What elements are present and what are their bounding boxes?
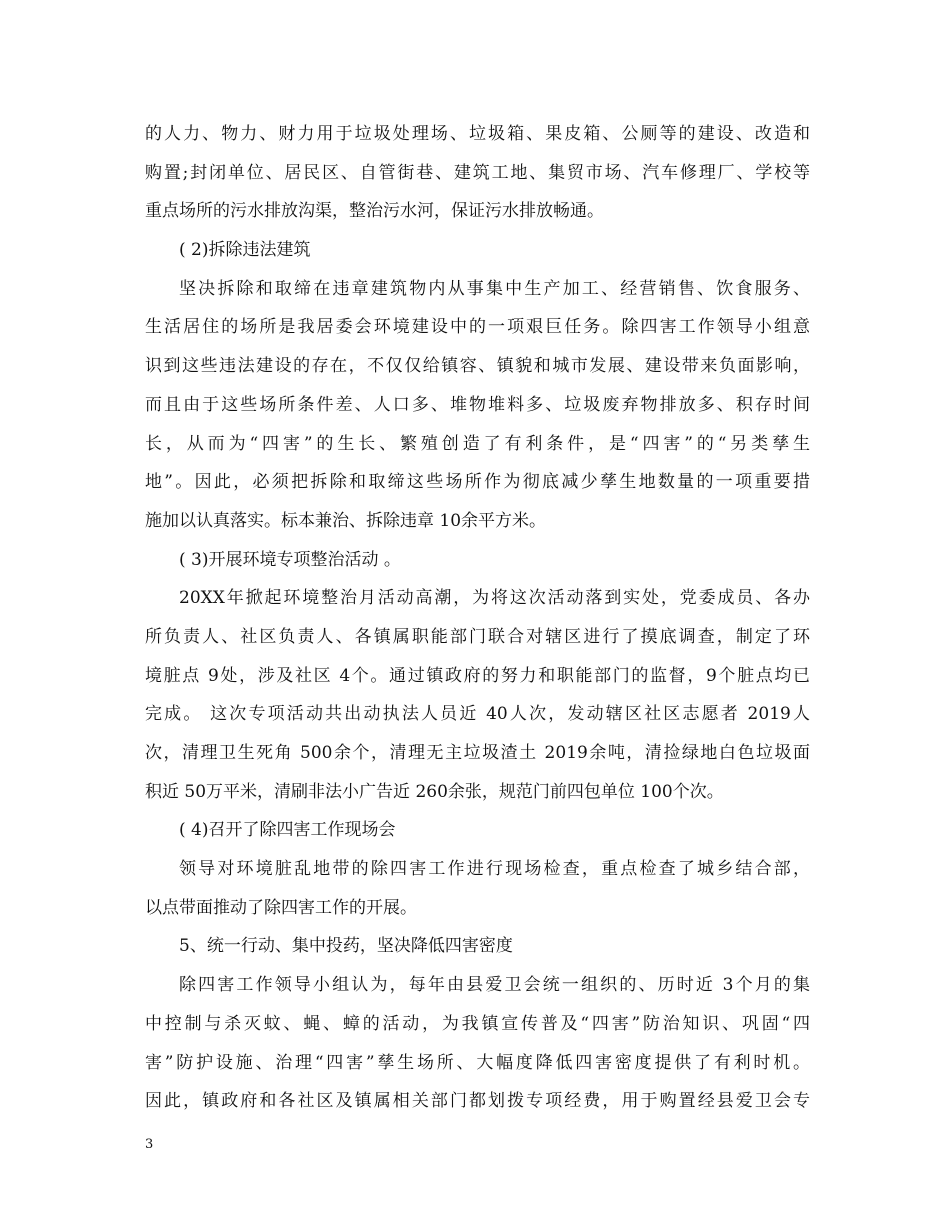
- section-heading: ( 4)召开了除四害工作现场会: [179, 820, 396, 841]
- text-line: 中控制与杀灭蚊、蝇、蟑的活动，为我镇宣传普及“四害”防治知识、巩固“四: [145, 1013, 810, 1034]
- text-line: 购置;封闭单位、居民区、自管街巷、建筑工地、集贸市场、汽车修理厂、学校等: [145, 162, 810, 183]
- section-heading: ( 3)开展环境专项整治活动 。: [179, 549, 401, 570]
- text-line: 施加以认真落实。标本兼治、拆除违章 10余平方米。: [145, 510, 547, 531]
- text-line: 地”。因此，必须把拆除和取缔这些场所作为彻底减少孳生地数量的一项重要措: [145, 472, 810, 493]
- text-line: 领导对环境脏乱地带的除四害工作进行现场检查，重点检查了城乡结合部，: [179, 859, 810, 880]
- text-line: 坚决拆除和取缔在违章建筑物内从事集中生产加工、经营销售、饮食服务、: [179, 278, 810, 299]
- text-line: 除四害工作领导小组认为，每年由县爱卫会统一组织的、历时近 3个月的集: [179, 975, 810, 996]
- text-line: 20XX年掀起环境整治月活动高潮，为将这次活动落到实处，党委成员、各办: [179, 588, 810, 609]
- text-line: 生活居住的场所是我居委会环境建设中的一项艰巨任务。除四害工作领导小组意: [145, 317, 810, 338]
- text-line: 而且由于这些场所条件差、人口多、堆物堆料多、垃圾废弃物排放多、积存时间: [145, 394, 810, 415]
- text-line: 的人力、物力、财力用于垃圾处理场、垃圾箱、果皮箱、公厕等的建设、改造和: [145, 124, 810, 144]
- section-heading: ( 2)拆除违法建筑: [179, 240, 311, 261]
- text-line: 境脏点 9处，涉及社区 4个。通过镇政府的努力和职能部门的监督，9个脏点均已: [145, 665, 810, 686]
- text-line: 识到这些违法建设的存在，不仅仅给镇容、镇貌和城市发展、建设带来负面影响，: [145, 356, 810, 377]
- text-line: 害”防护设施、治理“四害”孳生场所、大幅度降低四害密度提供了有利时机。: [145, 1052, 810, 1073]
- page-number: 3: [145, 1137, 154, 1152]
- text-line: 次，清理卫生死角 500余个，清理无主垃圾渣土 2019余吨，清捡绿地白色垃圾面: [145, 743, 810, 763]
- text-line: 重点场所的污水排放沟渠，整治污水河，保证污水排放畅通。: [145, 201, 604, 222]
- section-heading: 5、统一行动、集中投药，坚决降低四害密度: [179, 936, 513, 957]
- text-line: 长，从而为“四害”的生长、繁殖创造了有利条件，是“四害”的“另类孳生: [145, 433, 810, 454]
- text-line: 因此，镇政府和各社区及镇属相关部门都划拨专项经费，用于购置经县爱卫会专: [145, 1091, 810, 1112]
- text-line: 完成。 这次专项活动共出动执法人员近 40人次，发动辖区社区志愿者 2019人: [145, 704, 810, 725]
- text-line: 以点带面推动了除四害工作的开展。: [145, 897, 417, 918]
- text-line: 所负责人、社区负责人、各镇属职能部门联合对辖区进行了摸底调查，制定了环: [145, 626, 810, 647]
- body-text: [145, 115, 810, 1121]
- text-line: 积近 50万平米，清刷非法小广告近 260余张，规范门前四包单位 100个次。: [145, 781, 724, 802]
